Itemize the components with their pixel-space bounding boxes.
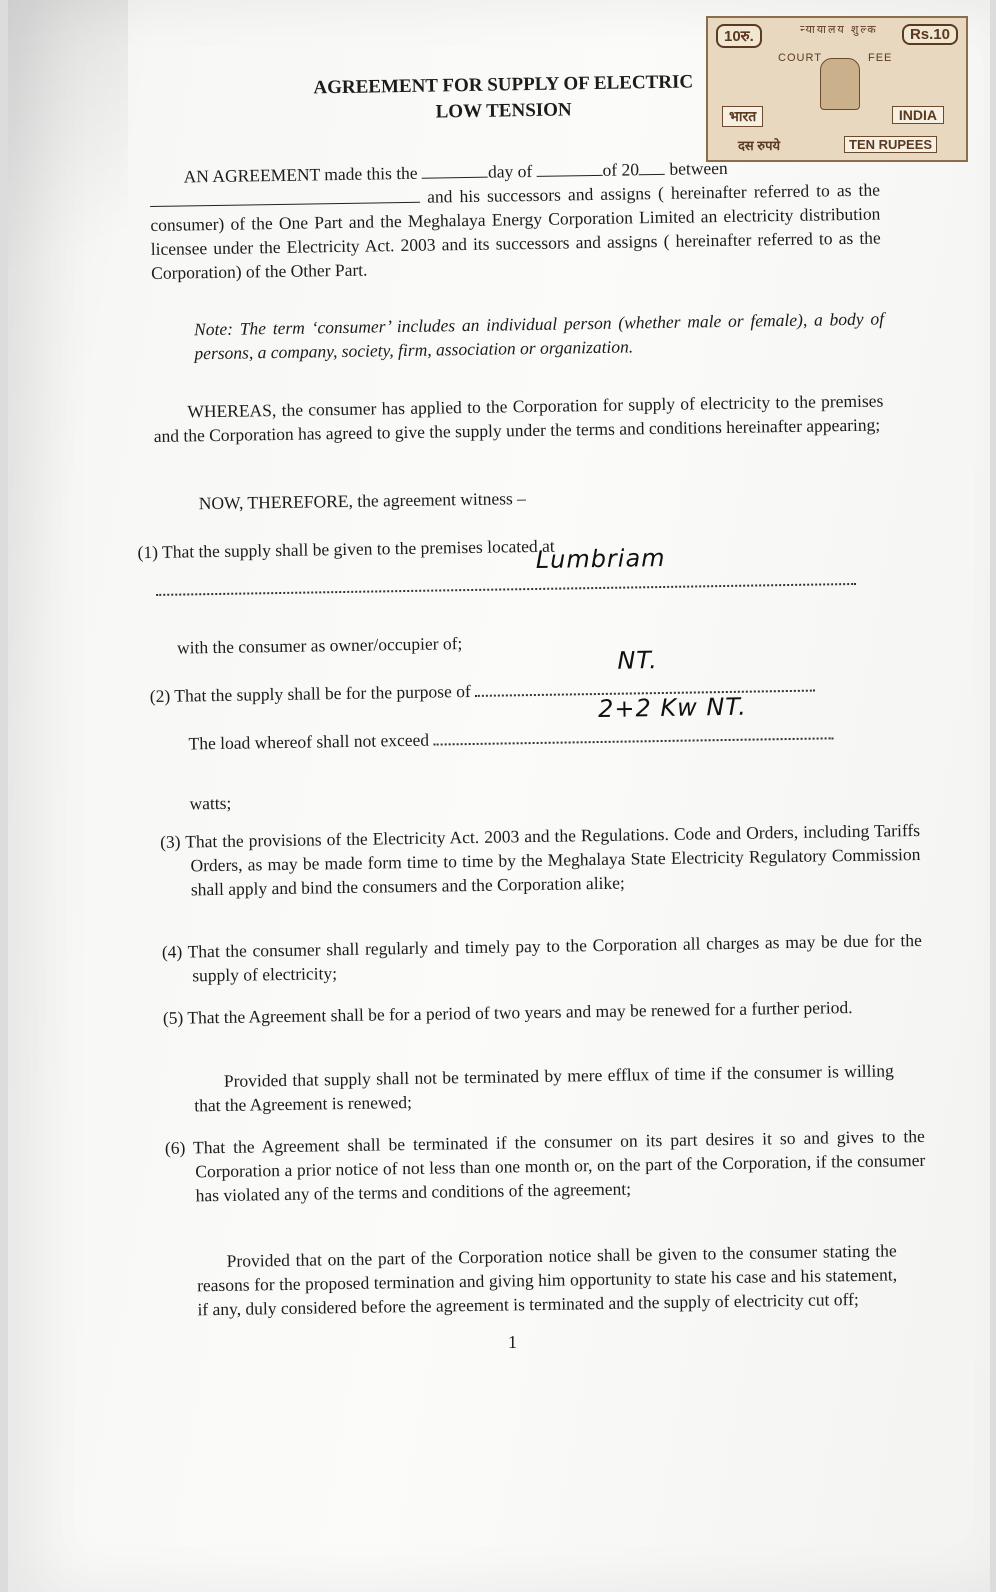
title-line-2: LOW TENSION bbox=[435, 99, 572, 123]
handwritten-location: Lumbriam bbox=[535, 543, 666, 574]
load-dotted-line bbox=[433, 721, 833, 745]
document-title bbox=[293, 69, 714, 128]
clause-5-proviso: Provided that supply shall not be terminated by mere efflux of time if the consumer is willing that the Agreement is renewed; bbox=[194, 1060, 894, 1116]
national-emblem-icon bbox=[820, 58, 860, 110]
page-number: 1 bbox=[508, 1332, 517, 1352]
intro-between: between bbox=[669, 157, 728, 179]
clause-3: (3) That the provisions of the Electricity Act. 2003 and the Regulations. Code and Orders, including Tariffs Orders, as may be made form time to time by the Meghalaya State Electricity Regulatory Commission shall apply and bind the consumers and the Corporation alike; bbox=[159, 819, 921, 900]
stamp-left-value: 10रु. bbox=[716, 24, 762, 48]
stamp-court-label: COURT bbox=[778, 52, 822, 64]
clause-2-load-text: The load whereof shall not exceed bbox=[188, 729, 430, 754]
note-paragraph: Note: The term ‘consumer’ includes an individual person (whether male or female), a body of persons, a company, society, firm, association or organization. bbox=[193, 308, 885, 364]
stamp-ten-rupees: TEN RUPEES bbox=[844, 136, 937, 153]
stamp-top-hindi: न्यायालय शुल्क bbox=[800, 24, 878, 36]
document-page bbox=[8, 0, 990, 1592]
clause-1-location-line bbox=[156, 566, 886, 601]
year-blank bbox=[639, 158, 665, 175]
court-fee-stamp bbox=[706, 16, 968, 162]
clause-2-watts: watts; bbox=[189, 792, 232, 814]
intro-rest: and his successors and assigns ( hereinafter referred to as the consumer) of the One Part and the Meghalaya Energy Corporation Limited an electricity distribution licensee under the Electricity Act. 2003 and its successors and assigns ( hereinafter referred to as the Corporation) of the Other Part. bbox=[150, 179, 881, 283]
intro-day: day of bbox=[487, 160, 533, 182]
stamp-bharat-label: भारत bbox=[722, 106, 763, 127]
intro-year: of 20 bbox=[602, 159, 640, 180]
clause-5: (5) That the Agreement shall be for a period of two years and may be renewed for a further period. bbox=[162, 997, 853, 1028]
month-blank bbox=[536, 159, 602, 177]
title-line-1: AGREEMENT FOR SUPPLY OF ELECTRIC bbox=[313, 71, 694, 99]
clause-2 bbox=[150, 673, 880, 708]
intro-start: AN AGREEMENT made this the bbox=[183, 162, 418, 187]
handwritten-load: 2+2 Kw NT. bbox=[597, 692, 747, 724]
stamp-india-label: INDIA bbox=[892, 106, 944, 124]
intro-paragraph bbox=[149, 154, 881, 285]
clause-2-text: (2) That the supply shall be for the purpose of bbox=[149, 681, 471, 707]
stamp-das-rupaye: दस रुपये bbox=[738, 138, 781, 153]
consumer-name-blank bbox=[150, 186, 420, 207]
whereas-paragraph: WHEREAS, the consumer has applied to the Corporation for supply of electricity to the premises and the Corporation has agreed to give the supply under the terms and conditions hereinafter appearing; bbox=[153, 390, 884, 446]
location-dotted-line bbox=[156, 567, 856, 596]
stamp-fee-label: FEE bbox=[868, 52, 893, 64]
clause-4: (4) That the consumer shall regularly and timely pay to the Corporation all charges as may be due for the supply of electricity; bbox=[161, 929, 922, 986]
clause-1 bbox=[137, 529, 867, 564]
stamp-right-value: Rs.10 bbox=[902, 24, 958, 45]
clause-1-text: (1) That the supply shall be given to the premises located at bbox=[137, 535, 555, 563]
clause-6-proviso: Provided that on the part of the Corporation notice shall be given to the consumer stating the reasons for the proposed termination and giving him opportunity to state his case and his statement, if any, duly considered before the agreement is terminated and the supply of electricity cut off; bbox=[196, 1240, 898, 1320]
clause-2-load bbox=[188, 720, 888, 755]
clause-6: (6) That the Agreement shall be terminated if the consumer on its part desires it so and gives to the Corporation a prior notice of not less than one month or, on the part of the Corporation, if the consumer has violated any of the terms and conditions of the agreement; bbox=[164, 1125, 926, 1206]
handwritten-purpose: NT. bbox=[617, 646, 658, 675]
clause-1-owner: with the consumer as owner/occupier of; bbox=[176, 633, 463, 658]
now-therefore: NOW, THEREFORE, the agreement witness – bbox=[198, 488, 527, 514]
day-blank bbox=[422, 161, 488, 179]
paper-shadow bbox=[8, 0, 128, 420]
